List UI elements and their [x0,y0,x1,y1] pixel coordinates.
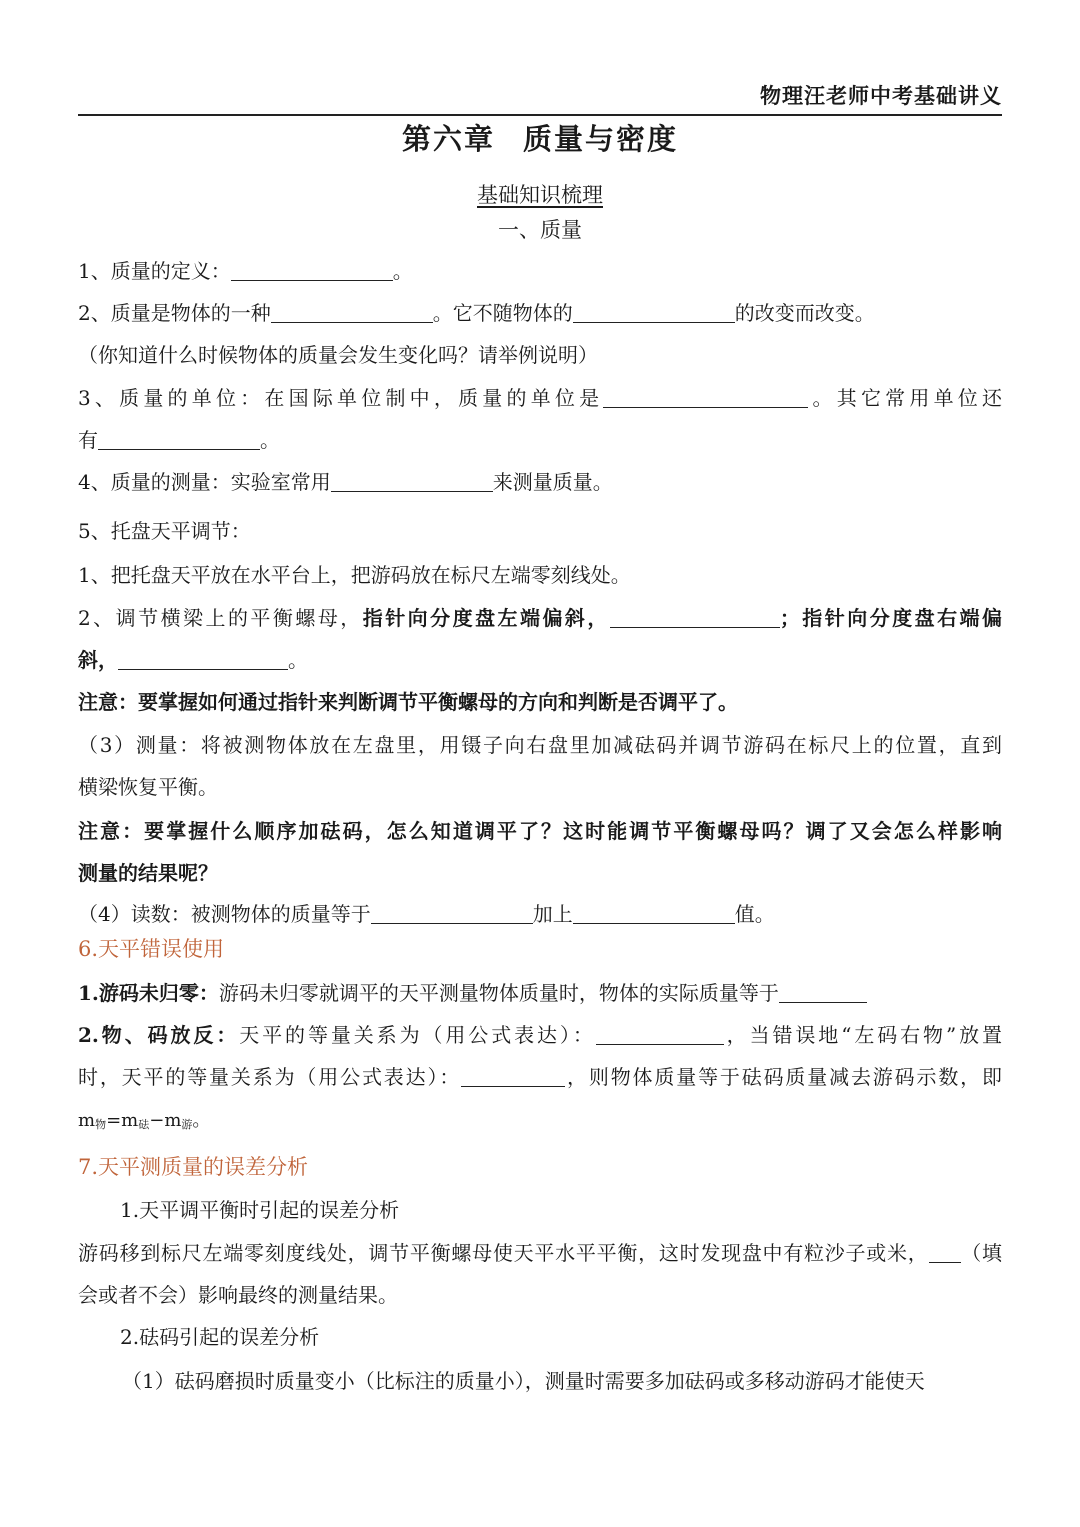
header-title: 物理汪老师中考基础讲义 [760,84,1002,108]
section-6-heading: 6.天平错误使用 [78,937,225,961]
step-3-measure-cont: 横梁恢复平衡。 [78,775,218,799]
question-note: （你知道什么时候物体的质量会发生变化吗？请举例说明） [78,343,598,367]
chapter-name: 质量与密度 [523,122,679,156]
chapter-number: 第六章 [401,122,495,156]
step-4-reading: （4）读数：被测物体的质量等于 加上 值。 [78,902,775,926]
blank-field[interactable] [573,901,735,924]
blank-field[interactable] [371,901,533,924]
blank-field[interactable] [461,1064,565,1087]
subsection-7-2-item-1: （1）砝码磨损时质量变小（比标注的质量小），测量时需要多加砝码或多移动游码才能使天 [122,1369,925,1393]
section-7-heading: 7.天平测质量的误差分析 [78,1155,309,1179]
formula-line: m物=m砝−m游。 [78,1110,211,1131]
page-header [78,78,1002,116]
item-3-unit-cont: 有 。 [78,428,280,452]
blank-field[interactable] [331,469,493,492]
subsection-7-1-text-cont: 会或者不会）影响最终的测量结果。 [78,1283,398,1307]
subsection-7-1-text: 游码移到标尺左端零刻度线处，调节平衡螺母使天平水平平衡，这时发现盘中有粒沙子或米， （填 [78,1241,1003,1265]
section-heading-mass: 一、质量 [498,218,582,242]
item-1-definition: 1、质量的定义： 。 [78,259,413,283]
error-1: 1.游码未归零：游码未归零就调平的天平测量物体质量时，物体的实际质量等于 [78,979,1002,1007]
subsection-7-2: 2.砝码引起的误差分析 [120,1325,320,1349]
blank-field[interactable] [779,980,867,1003]
blank-field[interactable] [603,385,808,408]
item-2-property: 2、质量是物体的一种 。它不随物体的 的改变而改变。 [78,301,875,325]
subsection-7-1: 1.天平调平衡时引起的误差分析 [120,1198,400,1222]
blank-field[interactable] [231,258,393,281]
blank-field[interactable] [610,605,780,628]
blank-field[interactable] [929,1240,961,1263]
note-2: 注意：要掌握什么顺序加砝码，怎么知道调平了？这时能调节平衡螺母吗？调了又会怎么样影响 [78,819,1002,843]
step-2: 2、调节横梁上的平衡螺母，指针向分度盘左端偏斜， ；指针向分度盘右端偏 [78,606,1003,630]
item-3-unit: 3、质量的单位：在国际单位制中，质量的单位是 。其它常用单位还 [78,386,1002,410]
blank-field[interactable] [573,300,735,323]
note-2-cont: 测量的结果呢？ [78,861,218,885]
blank-field[interactable] [118,647,288,670]
step-2-cont: 斜， 。 [78,648,308,672]
step-1: 1、把托盘天平放在水平台上，把游码放在标尺左端零刻线处。 [78,563,631,587]
blank-field[interactable] [98,427,260,450]
step-3-measure: （3）测量：将被测物体放在左盘里，用镊子向右盘里加减砝码并调节游码在标尺上的位置，直到 [78,733,1002,757]
chapter-title [0,117,1080,158]
item-4-measure: 4、质量的测量：实验室常用 来测量质量。 [78,470,613,494]
error-2-cont: 时，天平的等量关系为（用公式表达）： ，则物体质量等于砝码质量减去游码示数，即 [78,1065,1003,1089]
section-subtitle: 基础知识梳理 [477,183,603,207]
note-1: 注意：要掌握如何通过指针来判断调节平衡螺母的方向和判断是否调平了。 [78,690,738,714]
error-2: 2.物、码放反：天平的等量关系为（用公式表达）： ，当错误地“左码右物”放置 [78,1023,1002,1047]
item-5-heading: 5、托盘天平调节： [78,519,251,543]
blank-field[interactable] [596,1022,724,1045]
blank-field[interactable] [271,300,433,323]
